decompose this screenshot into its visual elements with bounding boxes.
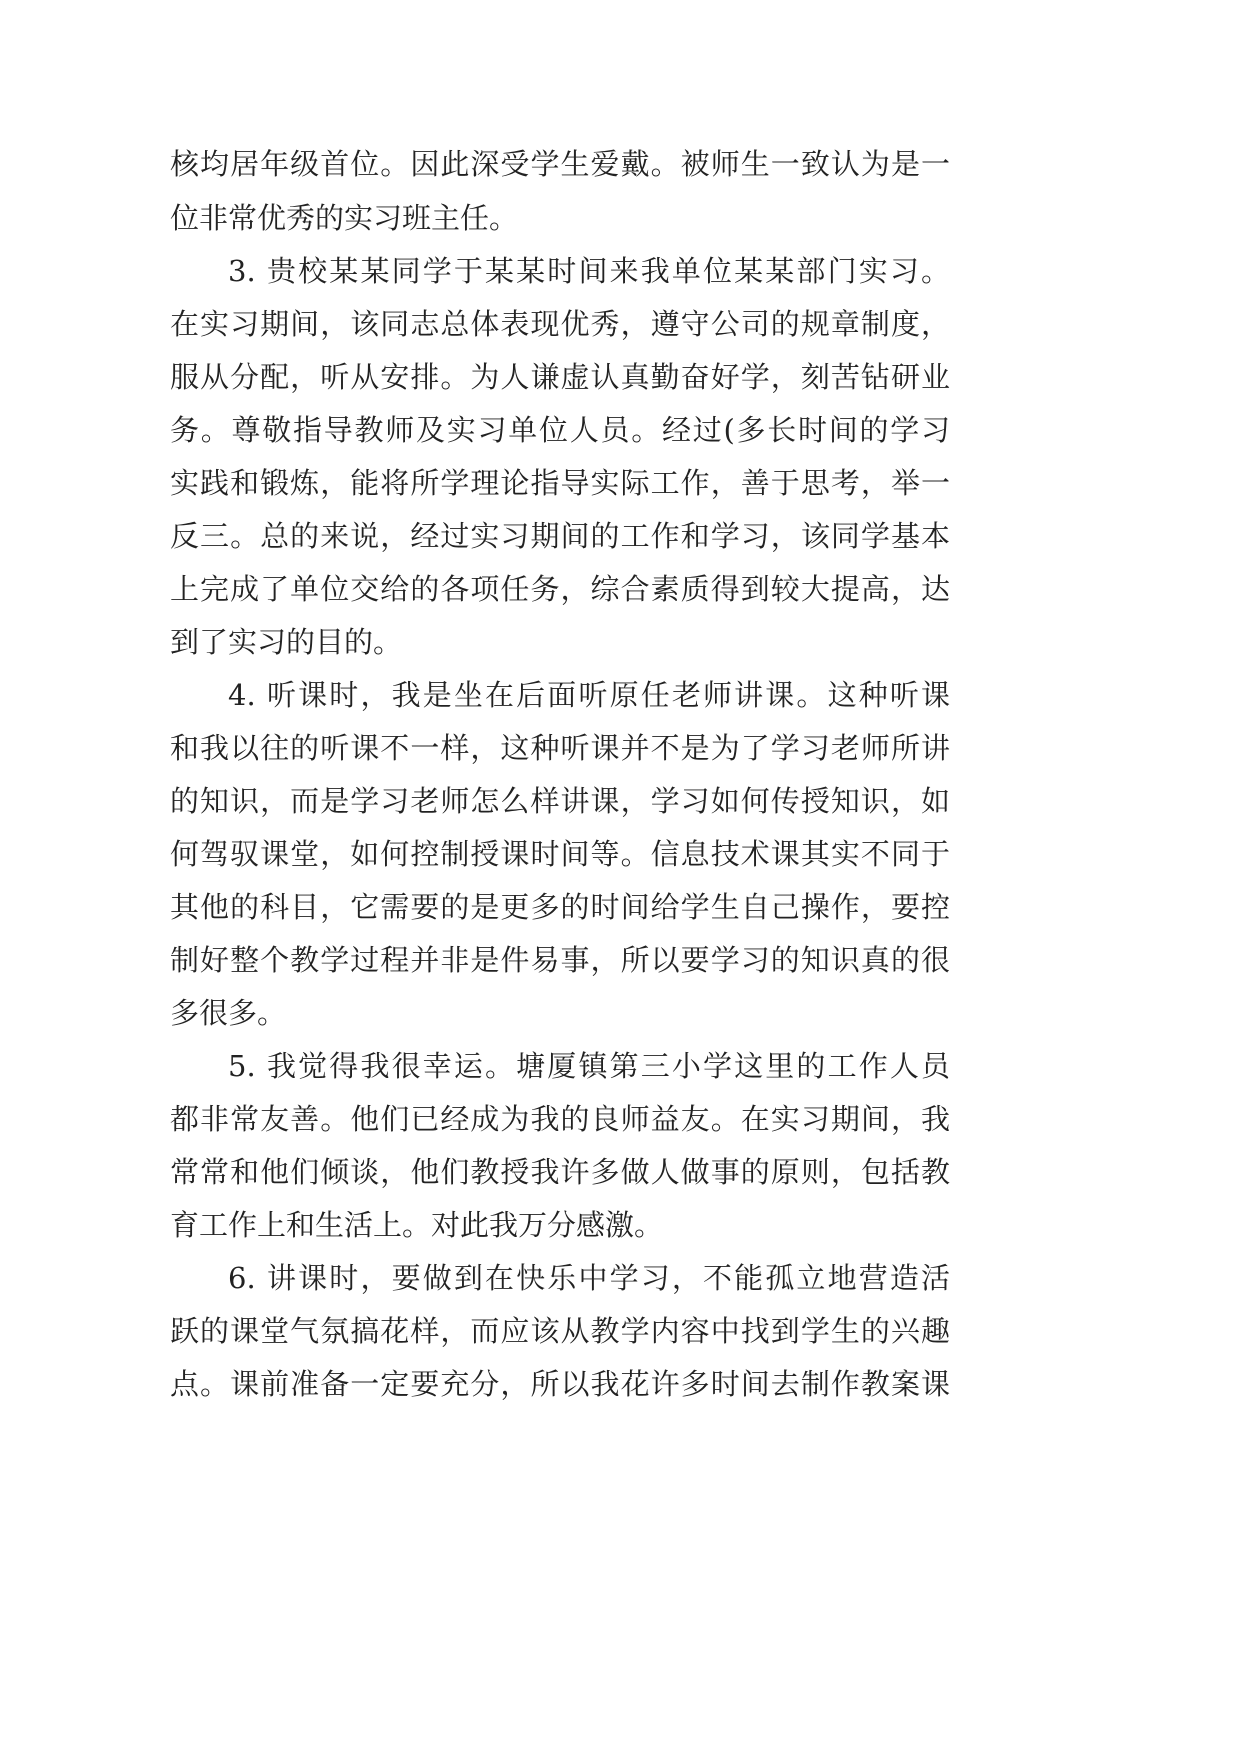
text-line: 的知识，而是学习老师怎么样讲课，学习如何传授知识，如 [170,784,950,818]
text-line: 制好整个教学过程并非是件易事，所以要学习的知识真的很 [170,943,950,977]
paragraph-3-first-line: 3. 贵校某某同学于某某时间来我单位某某部门实习。 [228,254,950,288]
text-line: 到了实习的目的。 [170,625,403,659]
text-line: 核均居年级首位。因此深受学生爱戴。被师生一致认为是一 [170,147,950,181]
text-line: 何驾驭课堂，如何控制授课时间等。信息技术课其实不同于 [170,837,950,871]
text-line: 育工作上和生活上。对此我万分感激。 [170,1208,664,1242]
text-line: 常常和他们倾谈，他们教授我许多做人做事的原则，包括教 [170,1155,950,1189]
text-line: 务。尊敬指导教师及实习单位人员。经过(多长时间的学习 [170,413,950,447]
text-line: 上完成了单位交给的各项任务，综合素质得到较大提高，达 [170,572,950,606]
text-line: 实践和锻炼，能将所学理论指导实际工作，善于思考，举一 [170,466,950,500]
text-line: 多很多。 [170,996,287,1030]
text-line: 反三。总的来说，经过实习期间的工作和学习，该同学基本 [170,519,950,553]
text-line: 位非常优秀的实习班主任。 [170,201,519,235]
paragraph-5-first-line: 5. 我觉得我很幸运。塘厦镇第三小学这里的工作人员 [228,1049,950,1083]
text-line: 跃的课堂气氛搞花样，而应该从教学内容中找到学生的兴趣 [170,1314,950,1348]
text-line: 点。课前准备一定要充分，所以我花许多时间去制作教案课 [170,1367,950,1401]
text-line: 服从分配，听从安排。为人谦虚认真勤奋好学，刻苦钻研业 [170,360,950,394]
text-line: 在实习期间，该同志总体表现优秀，遵守公司的规章制度， [170,307,950,341]
text-line: 都非常友善。他们已经成为我的良师益友。在实习期间，我 [170,1102,950,1136]
paragraph-6-first-line: 6. 讲课时，要做到在快乐中学习，不能孤立地营造活 [228,1261,950,1295]
paragraph-4-first-line: 4. 听课时，我是坐在后面听原任老师讲课。这种听课 [228,678,950,712]
text-line: 和我以往的听课不一样，这种听课并不是为了学习老师所讲 [170,731,950,765]
text-line: 其他的科目，它需要的是更多的时间给学生自己操作，要控 [170,890,950,924]
